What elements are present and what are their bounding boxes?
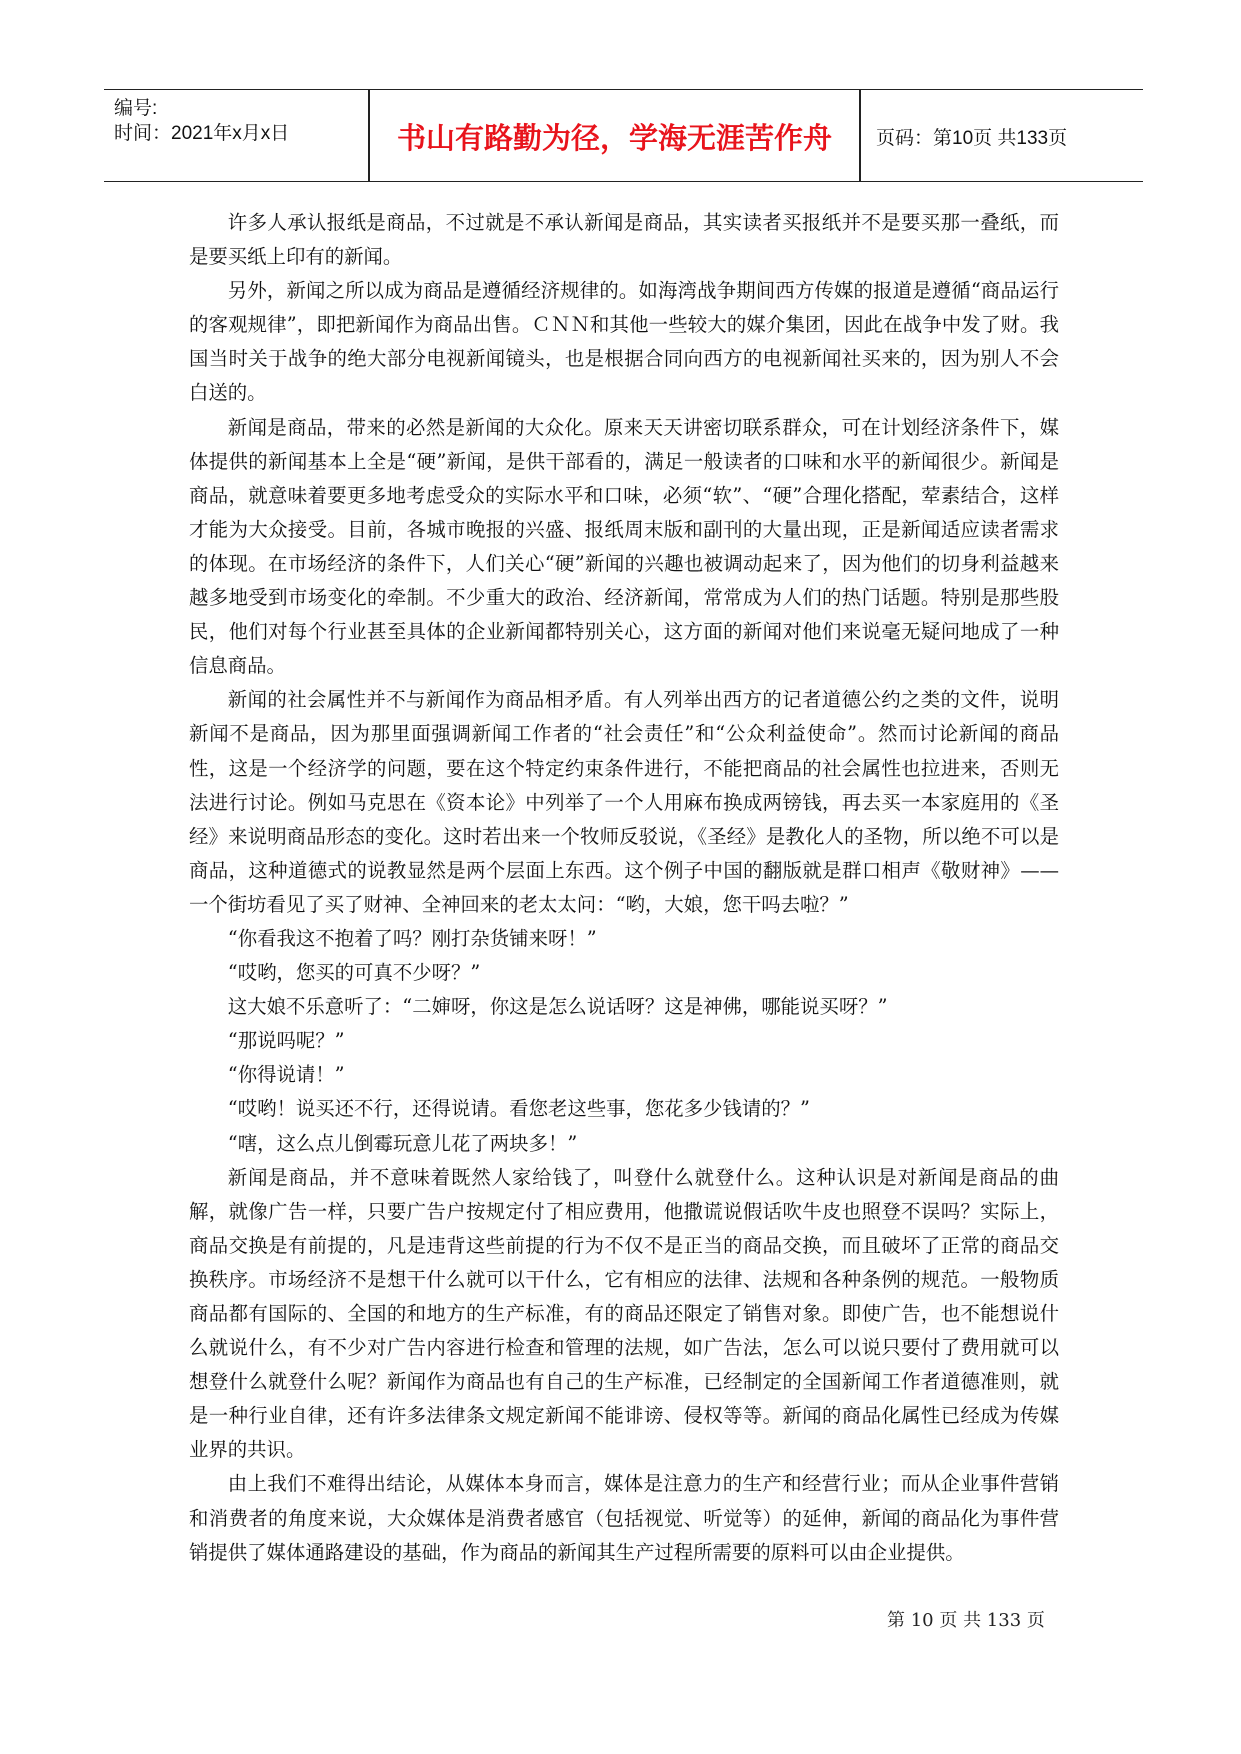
dialogue-line: “哎哟，您买的可真不少呀？” bbox=[227, 961, 481, 985]
body-paragraph: 新闻是商品，并不意味着既然人家给钱了，叫登什么就登什么。这种认识是对新闻是商品的曲解，就像广告一样，只要广告户按规定付了相应费用，他撒谎说假话吹牛皮也照登不误吗？实际上，商品交换是有前提的，凡是违背这些前提的行为不仅不是正当的商品交换，而且破坏了正常的商品交换秩序。市场经济不是想干什么就可以干什么，它有相应的法律、法规和各种条例的规范。一般物质商品都有国际的、全国的和地方的生产标准，有的商品还限定了销售对象。即使广告，也不能想说什么就说什么，有不少对广告内容进行检查和管理的法规，如广告法，怎么可以说只要付了费用就可以想登什么就登什么呢？新闻作为商品也有自己的生产标准，已经制定的全国新闻工作者道德准则，就是一种行业自律，还有许多法律条文规定新闻不能诽谤、侵权等等。新闻的商品化属性已经成为传媒业界的共识。 bbox=[189, 1165, 1059, 1462]
body-paragraph: 由上我们不难得出结论，从媒体本身而言，媒体是注意力的生产和经营行业；而从企业事件营销和消费者的角度来说，大众媒体是消费者感官（包括视觉、听觉等）的延伸，新闻的商品化为事件营销提供了媒体通路建设的基础，作为商品的新闻其生产过程所需要的原料可以由企业提供。 bbox=[189, 1472, 1059, 1564]
dialogue-line: “嗐，这么点儿倒霉玩意儿花了两块多！” bbox=[227, 1131, 578, 1155]
page-header bbox=[104, 89, 1143, 182]
dialogue-line: “你得说请！” bbox=[227, 1063, 345, 1087]
dialogue-line: 这大娘不乐意听了：“二婶呀，你这是怎么说话呀？这是神佛，哪能说买呀？” bbox=[227, 995, 888, 1019]
body-paragraph: 许多人承认报纸是商品，不过就是不承认新闻是商品，其实读者买报纸并不是要买那一叠纸，而是要买纸上印有的新闻。 bbox=[189, 211, 1059, 269]
header-meta bbox=[114, 96, 369, 146]
header-divider-right bbox=[859, 90, 861, 182]
document-time-label: 时间：2021年x月x日 bbox=[114, 123, 290, 144]
body-paragraph: 新闻的社会属性并不与新闻作为商品相矛盾。有人列举出西方的记者道德公约之类的文件，说明新闻不是商品，因为那里面强调新闻工作者的“社会责任”和“公众利益使命”。然而讨论新闻的商品性，这是一个经济学的问题，要在这个特定约束条件进行，不能把商品的社会属性也拉进来，否则无法进行讨论。例如马克思在《资本论》中列举了一个人用麻布换成两镑钱，再去买一本家庭用的《圣经》来说明商品形态的变化。这时若出来一个牧师反驳说，《圣经》是教化人的圣物，所以绝不可以是商品，这种道德式的说教显然是两个层面上东西。这个例子中国的翻版就是群口相声《敬财神》——一个街坊看见了买了财神、全神回来的老太太问：“哟，大娘，您干吗去啦？” bbox=[189, 688, 1059, 916]
document-number-label: 编号: bbox=[114, 98, 158, 119]
body-paragraph: 另外，新闻之所以成为商品是遵循经济规律的。如海湾战争期间西方传媒的报道是遵循“商品运行的客观规律”，即把新闻作为商品出售。ＣＮＮ和其他一些较大的媒介集团，因此在战争中发了财。我国当时关于战争的绝大部分电视新闻镜头，也是根据合同向西方的电视新闻社买来的，因为别人不会白送的。 bbox=[189, 279, 1059, 405]
header-page-code: 页码：第10页 共133页 bbox=[876, 127, 1068, 149]
body-paragraph: 新闻是商品，带来的必然是新闻的大众化。原来天天讲密切联系群众，可在计划经济条件下，媒体提供的新闻基本上全是“硬”新闻，是供干部看的，满足一般读者的口味和水平的新闻很少。新闻是商品，就意味着要更多地考虑受众的实际水平和口味，必须“软”、“硬”合理化搭配，荤素结合，这样才能为大众接受。目前，各城市晚报的兴盛、报纸周末版和副刊的大量出现，正是新闻适应读者需求的体现。在市场经济的条件下，人们关心“硬”新闻的兴趣也被调动起来了，因为他们的切身利益越来越多地受到市场变化的牵制。不少重大的政治、经济新闻，常常成为人们的热门话题。特别是那些股民，他们对每个行业甚至具体的企业新闻都特别关心，这方面的新闻对他们来说毫无疑问地成了一种信息商品。 bbox=[189, 415, 1059, 678]
dialogue-line: “你看我这不抱着了吗？刚打杂货铺来呀！” bbox=[227, 926, 597, 950]
document-body bbox=[189, 206, 1059, 1570]
page-footer-number: 第 10 页 共 133 页 bbox=[887, 1610, 1045, 1631]
dialogue-line: “那说吗呢？” bbox=[227, 1029, 345, 1053]
header-motto: 书山有路勤为径，学海无涯苦作舟 bbox=[396, 120, 832, 155]
dialogue-line: “哎哟！说买还不行，还得说请。看您老这些事，您花多少钱请的？” bbox=[227, 1097, 810, 1121]
